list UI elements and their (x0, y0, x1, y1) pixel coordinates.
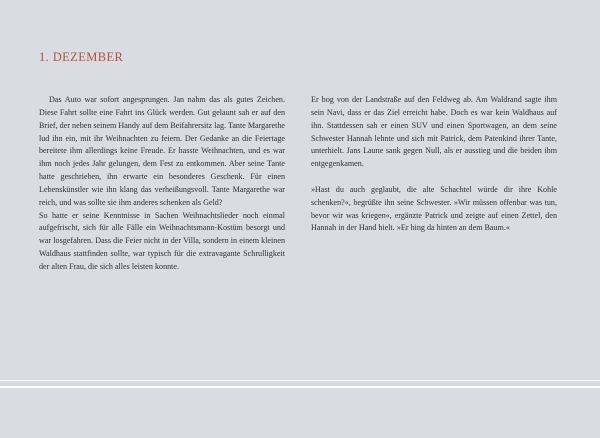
chapter-title: 1. DEZEMBER (39, 50, 124, 64)
paragraph: Er bog von der Landstraße auf den Feldweg ab. Am Waldrand sagte ihm sein Navi, dass er das Ziel erreicht habe. Doch es war kein Waldhaus auf ihn. Stattdessen sah er einen SUV und einen Sportwagen, an dem seine Schwester Hannah lehnte und sich mit Patrick, dem Patenkind ihrer Tante, unterhielt. Jans Laune sank gegen Null, als er ausstieg und die beiden ihm entgegenkamen. (311, 95, 557, 169)
paragraph: Das Auto war sofort angesprungen. Jan nahm das als gutes Zeichen. Diese Fahrt sollte eine Fahrt ins Glück werden. Gut gelaunt sah er auf den Brief, der neben seinem Handy auf dem Beifahrersitz lag. Tante Margarethe lud ihn ein, mit ihr Weihnachten zu feiern. Der Gedanke an die Feiertage bereitete ihm allerdings keine Freude. Er hasste Weihnachten, und es war ihm noch jedes Jahr gelungen, dem Fest zu entkommen. Aber seine Tante hatte geschrieben, ihn erwarte ein besonderes Geschenk. Für einen Lebenskünstler wie ihn klang das verheißungsvoll. Tante Margarethe war reich, und was sollte sie ihm anderes schenken als Geld? (39, 95, 285, 207)
paragraph: So hatte er seine Kenntnisse in Sachen Weihnachtslieder noch einmal aufgefrischt, sich für alle Fälle ein Weihnachtsmann-Kostüm besorgt und war losgefahren. Dass die Feier nicht in der Villa, sondern in einem kleinen Waldhaus stattfinden sollte, war typisch für die extravagante Schrulligkeit der alten Frau, die sich alles leisten konnte. (39, 210, 285, 271)
paragraph: »Hast du auch geglaubt, die alte Schachtel würde dir ihre Kohle schenken?«, begrüßte ihn seine Schwester. »Wir müssen offenbar was tun, bevor wir was kriegen«, ergänzte Patrick und zeigte auf einen Zettel, den Hannah in der Hand hielt. »Er hing da hinten an dem Baum.« (311, 184, 557, 233)
page-footer-band (0, 386, 600, 438)
text-column-right (311, 94, 557, 235)
page-divider (0, 380, 600, 381)
text-column-left (39, 94, 285, 274)
